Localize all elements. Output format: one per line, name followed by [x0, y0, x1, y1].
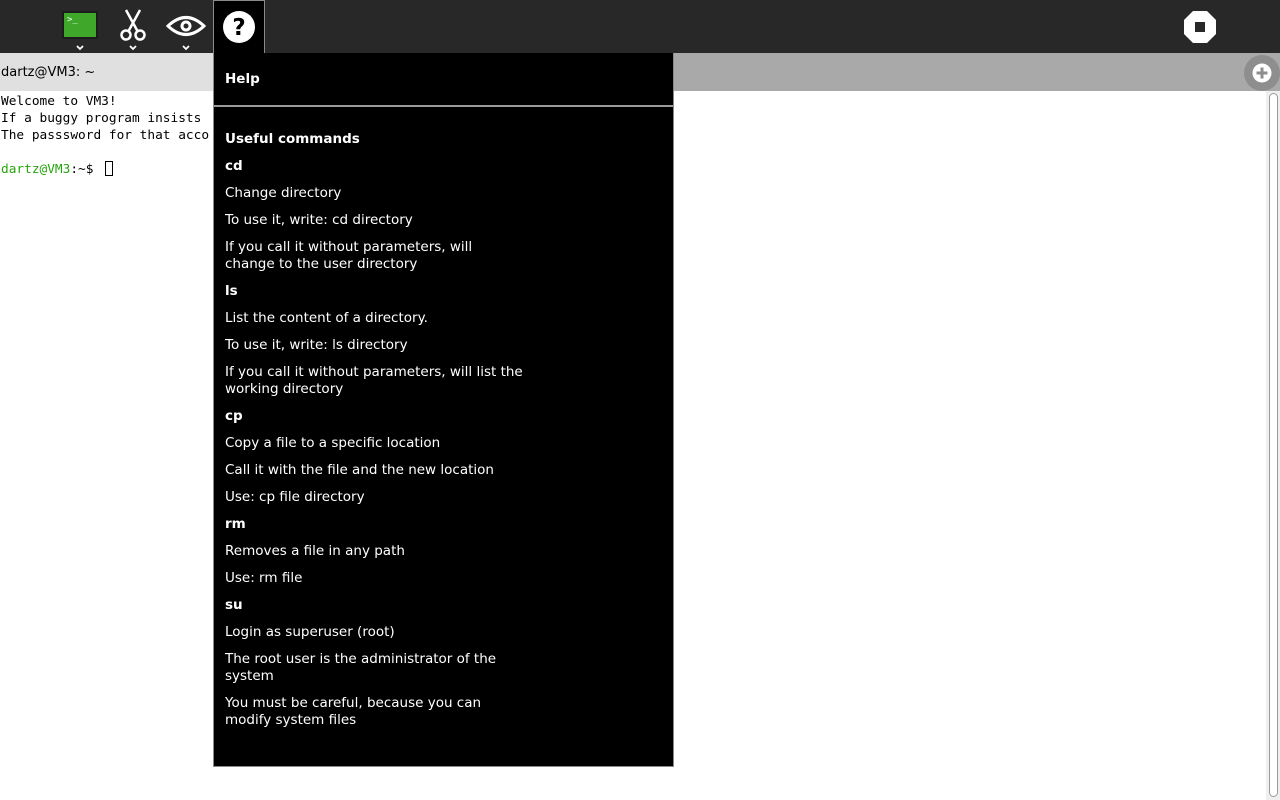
help-command-description: Use: rm file: [225, 570, 303, 586]
help-command-name: rm: [225, 516, 246, 532]
help-palette: [213, 53, 674, 767]
help-command-name: cd: [225, 158, 243, 174]
help-command-description: You must be careful, because you can modify system files: [225, 695, 482, 728]
add-tab-button[interactable]: [1244, 55, 1280, 91]
help-command-description: The root user is the administrator of the system: [225, 651, 497, 684]
terminal-line: Welcome to VM3!: [1, 94, 117, 109]
plus-icon: [1252, 63, 1272, 83]
help-header: [214, 53, 673, 107]
prompt-user: dartz@VM3: [1, 162, 71, 177]
chevron-down-icon[interactable]: [75, 43, 85, 53]
help-icon: [222, 10, 256, 44]
help-command-description: Copy a file to a specific location: [225, 435, 441, 451]
help-button[interactable]: [213, 0, 265, 55]
top-toolbar: [0, 0, 1280, 53]
terminal-line: The passsword for that acco: [1, 128, 210, 143]
help-command-description: Login as superuser (root): [225, 624, 395, 640]
scissors-icon: [118, 8, 148, 42]
help-command-description: Removes a file in any path: [225, 543, 405, 559]
help-command-description: Call it with the file and the new location: [225, 462, 494, 478]
tab-label: dartz@VM3: ~: [1, 65, 96, 80]
eye-icon: [166, 13, 206, 39]
text-cursor: [105, 161, 113, 176]
help-command-description: If you call it without parameters, will change to the user directory: [225, 239, 473, 272]
help-command-description: Use: cp file directory: [225, 489, 365, 505]
terminal-activity-button[interactable]: [55, 0, 105, 53]
help-command-description: To use it, write: ls directory: [225, 337, 408, 353]
terminal-scrollbar[interactable]: [1266, 91, 1280, 800]
svg-text:>_: >_: [67, 15, 78, 25]
help-command-description: To use it, write: cd directory: [225, 212, 413, 228]
help-title: Help: [225, 71, 260, 87]
terminal-line: If a buggy program insists: [1, 111, 202, 126]
terminal-icon: [62, 11, 98, 39]
stop-button[interactable]: [1183, 10, 1217, 44]
chevron-down-icon[interactable]: [181, 43, 191, 53]
help-command-name: ls: [225, 283, 238, 299]
help-command-description: Change directory: [225, 185, 342, 201]
help-items: [225, 158, 525, 729]
view-button[interactable]: [161, 0, 211, 53]
edit-button[interactable]: [108, 0, 158, 53]
help-command-name: cp: [225, 408, 243, 424]
prompt-path: :~$: [70, 162, 102, 177]
help-content: [225, 131, 525, 739]
scrollbar-thumb[interactable]: [1269, 93, 1278, 797]
terminal-tab[interactable]: [0, 53, 213, 91]
help-command-description: List the content of a directory.: [225, 310, 428, 326]
stop-icon: [1183, 10, 1217, 44]
svg-text:?: ?: [232, 15, 246, 41]
help-command-name: su: [225, 597, 243, 613]
help-command-description: If you call it without parameters, will list the working directory: [225, 364, 523, 397]
chevron-down-icon[interactable]: [128, 43, 138, 53]
help-section-title: Useful commands: [225, 131, 360, 147]
